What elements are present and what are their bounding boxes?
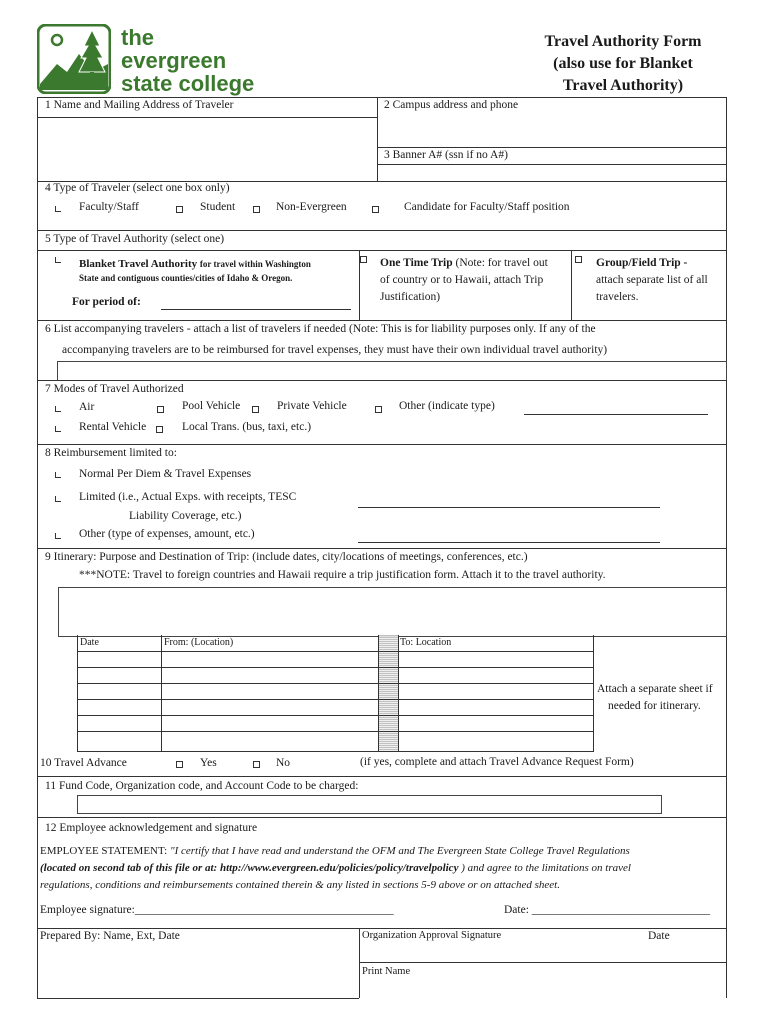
sec9-label: 9 Itinerary: Purpose and Destination of Trip: (include dates, city/locations of meetings, conferences, etc.)	[45, 551, 528, 563]
checkbox-other-expense[interactable]	[55, 533, 61, 539]
org-sig-line	[359, 962, 727, 963]
statement-line1	[40, 845, 630, 857]
sec5-divider-b	[571, 250, 572, 320]
group-rest2: travelers.	[596, 291, 639, 303]
mode-air: Air	[79, 401, 95, 413]
mode-pool: Pool Vehicle	[182, 400, 241, 412]
sec6-bottom	[37, 380, 727, 381]
checkbox-advance-no[interactable]	[253, 761, 260, 768]
advance-no: No	[276, 757, 291, 769]
traveler-name-address-field[interactable]	[37, 117, 377, 181]
logo-line-evergreen: evergreen	[121, 48, 227, 73]
fund-code-field[interactable]	[77, 795, 662, 814]
col-header-from: From: (Location)	[164, 637, 234, 648]
reimb-limited1: Limited (i.e., Actual Exps. with receipts, TESC	[79, 491, 297, 503]
statement-text2: ) and agree to the limitations on travel	[461, 862, 631, 874]
footer-bottom-left	[37, 998, 359, 999]
org-approval-signature-field[interactable]	[360, 944, 726, 961]
itinerary-from-cells[interactable]	[162, 652, 377, 750]
option-candidate: Candidate for Faculty/Staff position	[404, 201, 570, 213]
evergreen-tree-logo-icon	[37, 24, 111, 94]
sec5-top-right	[359, 250, 727, 251]
sec11-bottom	[37, 817, 727, 818]
advance-yes: Yes	[200, 757, 217, 769]
checkbox-other-mode[interactable]	[375, 406, 382, 413]
form-title-line1: Travel Authority Form	[544, 33, 702, 50]
onetime-rest3: Justification)	[380, 291, 441, 303]
reimb-normal: Normal Per Diem & Travel Expenses	[79, 468, 252, 480]
prepared-by-field[interactable]	[38, 946, 358, 997]
checkbox-one-time[interactable]	[360, 256, 367, 263]
grid-h7	[77, 751, 593, 752]
sec6-line2: accompanying travelers are to be reimbursed for travel expenses, they must have their own individual travel authority)	[62, 344, 608, 356]
logo-line-the: the	[121, 25, 154, 50]
checkbox-blanket[interactable]	[55, 257, 61, 263]
checkbox-student[interactable]	[176, 206, 183, 213]
sec1-label: 1 Name and Mailing Address of Traveler	[45, 99, 234, 111]
col-header-date: Date	[80, 637, 99, 648]
mode-rental: Rental Vehicle	[79, 421, 147, 433]
grid-v3	[378, 635, 379, 752]
grid-v5	[593, 635, 594, 752]
sec5-label-underline	[37, 250, 359, 251]
sec4-bottom	[37, 230, 727, 231]
sec3-label: 3 Banner A# (ssn if no A#)	[384, 149, 508, 161]
mode-local: Local Trans. (bus, taxi, etc.)	[182, 421, 312, 433]
sec5-label: 5 Type of Travel Authority (select one)	[45, 233, 225, 245]
onetime-title: One Time Trip	[380, 257, 453, 269]
sec10-bottom	[37, 776, 727, 777]
sec8-label: 8 Reimbursement limited to:	[45, 447, 177, 459]
reimb-other: Other (type of expenses, amount, etc.)	[79, 528, 255, 540]
checkbox-pool[interactable]	[157, 406, 164, 413]
attach-note-line2: needed for itinerary.	[608, 700, 701, 712]
checkbox-air[interactable]	[55, 406, 61, 412]
option-faculty-staff: Faculty/Staff	[79, 201, 139, 213]
sec4-label: 4 Type of Traveler (select one box only)	[45, 182, 230, 194]
checkbox-private[interactable]	[252, 406, 259, 413]
itinerary-to-cells[interactable]	[399, 652, 592, 750]
blanket-title: Blanket Travel Authority	[79, 258, 198, 270]
checkbox-rental[interactable]	[55, 426, 61, 432]
sec10-label: 10 Travel Advance	[40, 757, 127, 769]
shaded-column	[378, 635, 398, 752]
sec6-line1: 6 List accompanying travelers - attach a list of travelers if needed (Note: This is for liability purposes only. If any of the	[45, 323, 596, 335]
footer-date-label: Date	[648, 930, 670, 942]
checkbox-normal-per-diem[interactable]	[55, 472, 61, 478]
sec2-label: 2 Campus address and phone	[384, 99, 519, 111]
col-header-to: To: Location	[400, 637, 452, 648]
checkbox-non-evergreen[interactable]	[253, 206, 260, 213]
checkbox-advance-yes[interactable]	[176, 761, 183, 768]
print-name-field[interactable]	[360, 980, 726, 997]
advance-note: (if yes, complete and attach Travel Advance Request Form)	[360, 756, 634, 768]
itinerary-purpose-field[interactable]	[58, 587, 727, 637]
frame-top	[37, 97, 727, 98]
sec5-bottom	[37, 320, 727, 321]
sec12-label: 12 Employee acknowledgement and signature	[45, 822, 258, 834]
checkbox-limited[interactable]	[55, 496, 61, 502]
onetime-rest1: (Note: for travel out	[455, 257, 548, 269]
employee-date-field[interactable]: Date: _______________________________	[504, 904, 711, 916]
group-title: Group/Field Trip -	[596, 257, 688, 269]
itinerary-date-cells[interactable]	[78, 652, 160, 750]
statement-policy-link[interactable]: (located on second tab of this file or at: http://www.evergreen.edu/policies/policy/travelpolicy	[40, 862, 459, 874]
org-approval-label: Organization Approval Signature	[362, 930, 502, 941]
onetime-rest2: of country or to Hawaii, attach Trip	[380, 274, 544, 286]
banner-number-field[interactable]	[378, 165, 726, 181]
reimb-limited2: Liability Coverage, etc.)	[129, 510, 242, 522]
statement-line3: regulations, conditions and reimbursements contained therein & any listed in sections 5-9 above or on attached sheet.	[40, 879, 560, 891]
period-label: For period of:	[72, 296, 141, 308]
logo-line-state-college: state college	[121, 71, 255, 96]
group-rest1: attach separate list of all	[596, 274, 708, 286]
sec7-bottom	[37, 444, 727, 445]
checkbox-local[interactable]	[156, 426, 163, 433]
option-non-evergreen: Non-Evergreen	[276, 201, 347, 213]
other-mode-field[interactable]	[524, 414, 708, 415]
prepared-by-label: Prepared By: Name, Ext, Date	[40, 930, 180, 942]
limited-field[interactable]	[358, 507, 660, 508]
blanket-small2: State and contiguous counties/cities of Idaho & Oregon.	[79, 273, 293, 283]
statement-line2	[40, 862, 631, 874]
sec9-note: ***NOTE: Travel to foreign countries and Hawaii require a trip justification form. Attach it to the travel authority.	[79, 569, 606, 581]
other-expense-field[interactable]	[358, 542, 660, 543]
sec11-label: 11 Fund Code, Organization code, and Account Code to be charged:	[45, 780, 359, 792]
period-field[interactable]	[161, 309, 351, 310]
checkbox-group-field[interactable]	[575, 256, 582, 263]
sec8-bottom	[37, 548, 727, 549]
form-title-line3: Travel Authority)	[562, 77, 684, 94]
campus-address-phone-field[interactable]	[378, 115, 726, 146]
checkbox-candidate[interactable]	[372, 206, 379, 213]
statement-prefix: EMPLOYEE STATEMENT:	[40, 845, 170, 857]
mode-other: Other (indicate type)	[399, 400, 495, 412]
blanket-small1: for travel within Washington	[199, 259, 311, 269]
attach-note-line1: Attach a separate sheet if	[597, 683, 713, 695]
accompanying-travelers-field[interactable]	[57, 361, 727, 381]
employee-signature-field[interactable]: Employee signature:_____________________________________________	[40, 904, 394, 916]
onetime-row	[380, 257, 548, 269]
sec12-bottom	[37, 928, 727, 929]
checkbox-faculty-staff[interactable]	[55, 206, 61, 212]
mode-private: Private Vehicle	[277, 400, 347, 412]
sec7-label: 7 Modes of Travel Authorized	[45, 383, 184, 395]
print-name-label: Print Name	[362, 966, 411, 977]
sec2-bottom	[377, 147, 727, 148]
option-student: Student	[200, 201, 236, 213]
statement-text1: "I certify that I have read and understand the OFM and The Evergreen State College Travel Regulations	[169, 845, 630, 857]
blanket-title-row	[79, 258, 311, 270]
form-title-line2: (also use for Blanket	[553, 55, 693, 72]
